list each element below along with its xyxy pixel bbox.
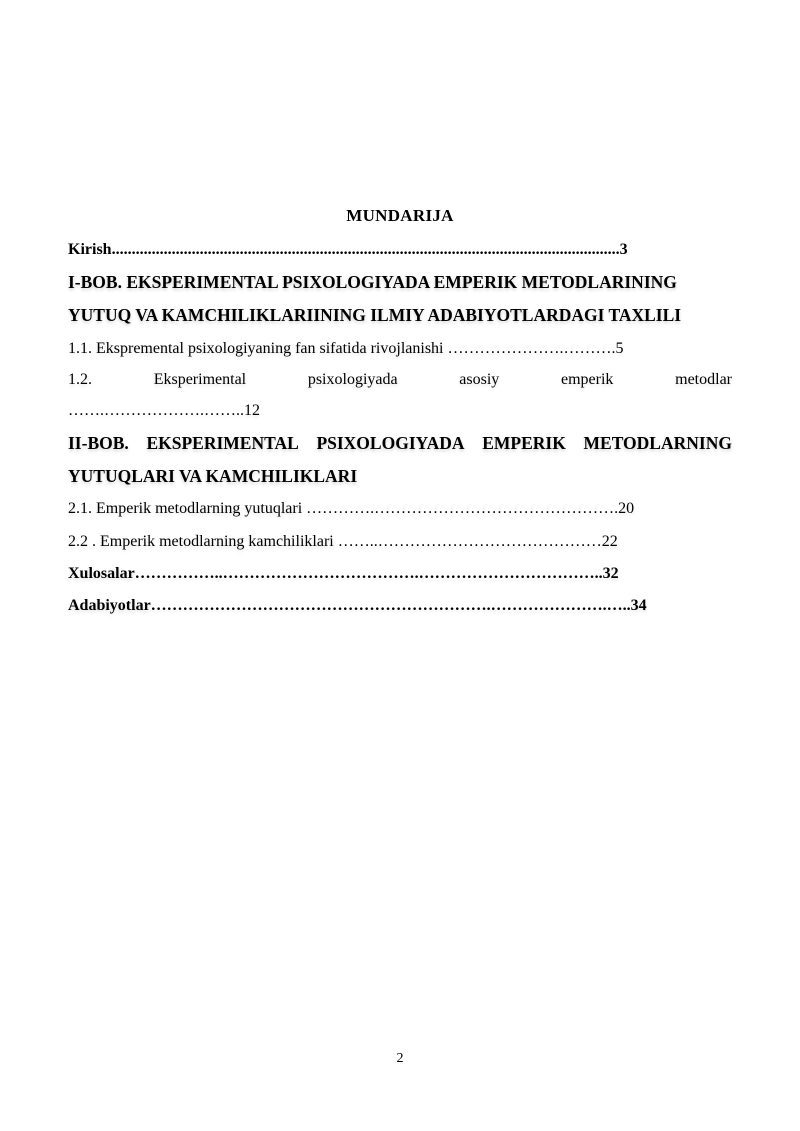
toc-word: 1.2. — [68, 371, 92, 388]
toc-word: EMPERIK — [482, 433, 566, 453]
toc-word: METODLARNING — [583, 433, 732, 453]
toc-word: Eksperimental — [153, 371, 247, 388]
toc-word: EKSPERIMENTAL — [146, 433, 299, 453]
toc-entry-2-2: 2.2 . Emperik metodlarning kamchiliklari ……..……………………………………22 — [68, 533, 618, 550]
toc-entry-1-1: 1.1. Ekspremental psixologiyaning fan sifatida rivojlanishi ………………….……….5 — [68, 340, 624, 357]
toc-entry-xulosalar: Xulosalar……………..……………………………….……………………………..32 — [68, 565, 619, 582]
toc-entry-2-1: 2.1. Emperik metodlarning yutuqlari ………….……………………………………….20 — [68, 500, 635, 517]
toc-entry-adabiyotlar: Adabiyotlar……………………………………………………….………………….…..34 — [68, 597, 647, 614]
page-title: MUNDARIJA — [346, 206, 454, 225]
toc-entry-kirish: Kirish...............................................................................................................................3 — [68, 241, 628, 258]
toc-chapter1-heading-line1: I-BOB. EKSPERIMENTAL PSIXOLOGIYADA EMPERIK METODLARINING — [68, 272, 677, 292]
toc-chapter1-heading-line2: YUTUQ VA KAMCHILIKLARIINING ILMIY ADABIYOTLARDAGI TAXLILI — [68, 305, 682, 325]
toc-word: metodlar — [675, 371, 732, 388]
toc-word: II-BOB. — [68, 433, 129, 453]
page-number: 2 — [396, 1051, 404, 1066]
toc-word: emperik — [561, 371, 614, 388]
toc-word: asosiy — [459, 371, 500, 388]
toc-entry-1-2-line2: …….……………….……..12 — [68, 402, 260, 419]
toc-word: psixologiyada — [307, 371, 398, 388]
toc-entry-1-2-line1 — [68, 370, 732, 390]
toc-chapter2-heading-line2: YUTUQLARI VA KAMCHILIKLARI — [68, 466, 358, 486]
toc-word: PSIXOLOGIYADA — [316, 433, 465, 453]
document-page — [68, 0, 732, 1131]
toc-chapter2-heading-line1 — [68, 433, 732, 453]
